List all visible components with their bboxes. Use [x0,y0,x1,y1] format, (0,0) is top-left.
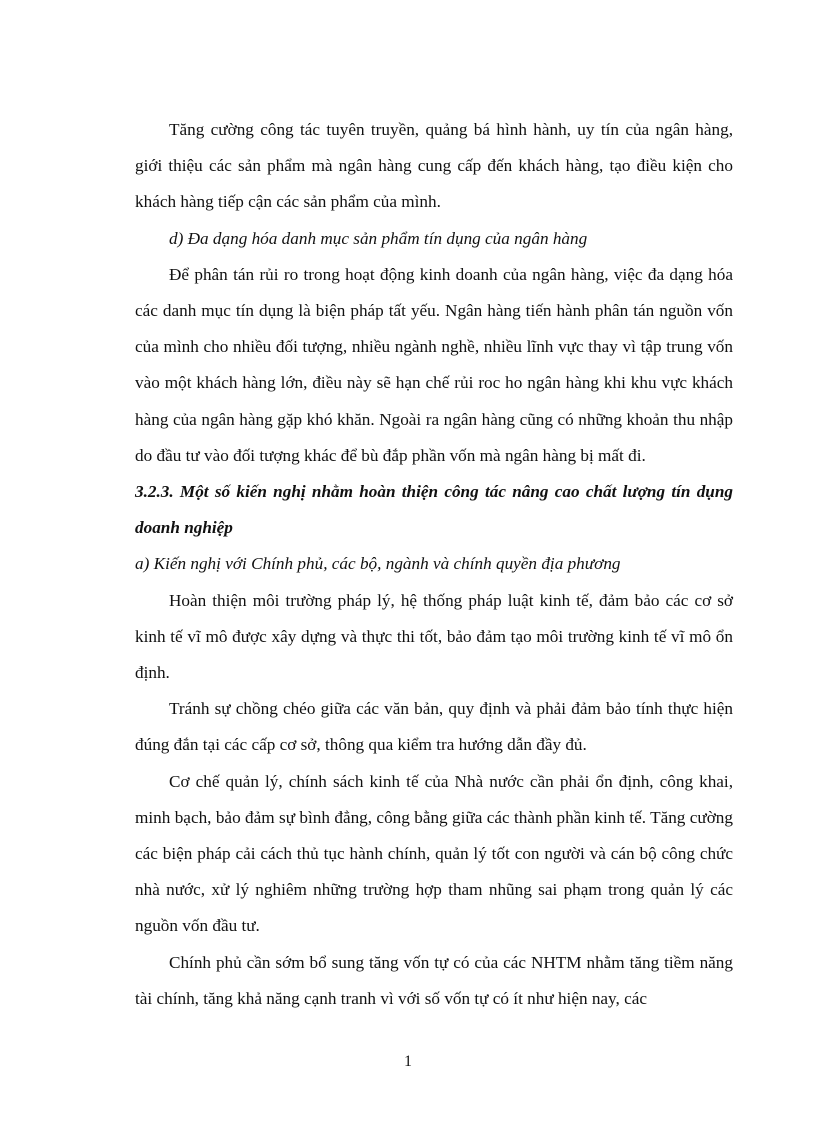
heading-diversify-portfolio: d) Đa dạng hóa danh mục sản phẩm tín dụng của ngân hàng [169,228,588,248]
document-page [135,112,733,1017]
paragraph-promotion: Tăng cường công tác tuyên truyền, quảng bá hình hành, uy tín của ngân hàng, giới thiệu các sản phẩm mà ngân hàng cung cấp đến khách hàng, tạo điều kiện cho khách hàng tiếp cận các sản phẩm của mình. [135,120,733,212]
paragraph-legal-environment: Hoàn thiện môi trường pháp lý, hệ thống pháp luật kinh tế, đảm bảo các cơ sở kinh tế vĩ mô được xây dựng và thực thi tốt, bảo đảm tạo môi trường kinh tế vĩ mô ổn định. [135,590,733,683]
paragraph-capital-supplement: Chính phủ cần sớm bổ sung tăng vốn tự có của các NHTM nhằm tăng tiềm năng tài chính, tăng khả năng cạnh tranh vì với số vốn tự có ít như hiện nay, các [135,952,733,1008]
section-heading-3-2-3: 3.2.3. Một số kiến nghị nhằm hoàn thiện công tác nâng cao chất lượng tín dụng doanh nghiệp [135,482,733,538]
paragraph-avoid-overlap: Tránh sự chồng chéo giữa các văn bản, quy định và phải đảm bảo tính thực hiện đúng đắn tại các cấp cơ sở, thông qua kiểm tra hướng dẫn đầy đủ. [135,699,733,755]
paragraph-risk-diversification: Để phân tán rủi ro trong hoạt động kinh doanh của ngân hàng, việc đa dạng hóa các danh mục tín dụng là biện pháp tất yếu. Ngân hàng tiến hành phân tán nguồn vốn của mình cho nhiều đối tượng, nhiều ngành nghề, nhiều lĩnh vực thay vì tập trung vốn vào một khách hàng lớn, điều này sẽ hạn chế rủi roc ho ngân hàng khi khu vực khách hàng của ngân hàng gặp khó khăn. Ngoài ra ngân hàng cũng có những khoản thu nhập do đầu tư vào đối tượng khác để bù đắp phần vốn mà ngân hàng bị mất đi. [135,264,733,465]
page-number: 1 [404,1053,412,1070]
subheading-recommendations-government: a) Kiến nghị với Chính phủ, các bộ, ngành và chính quyền địa phương [135,554,621,574]
paragraph-management-mechanism: Cơ chế quản lý, chính sách kinh tế của Nhà nước cần phải ổn định, công khai, minh bạch, bảo đảm sự bình đẳng, công bằng giữa các thành phần kinh tế. Tăng cường các biện pháp cải cách thủ tục hành chính, quản lý tốt con người và cán bộ công chức nhà nước, xử lý nghiêm những trường hợp tham nhũng sai phạm trong quản lý các nguồn vốn đầu tư. [135,771,733,936]
